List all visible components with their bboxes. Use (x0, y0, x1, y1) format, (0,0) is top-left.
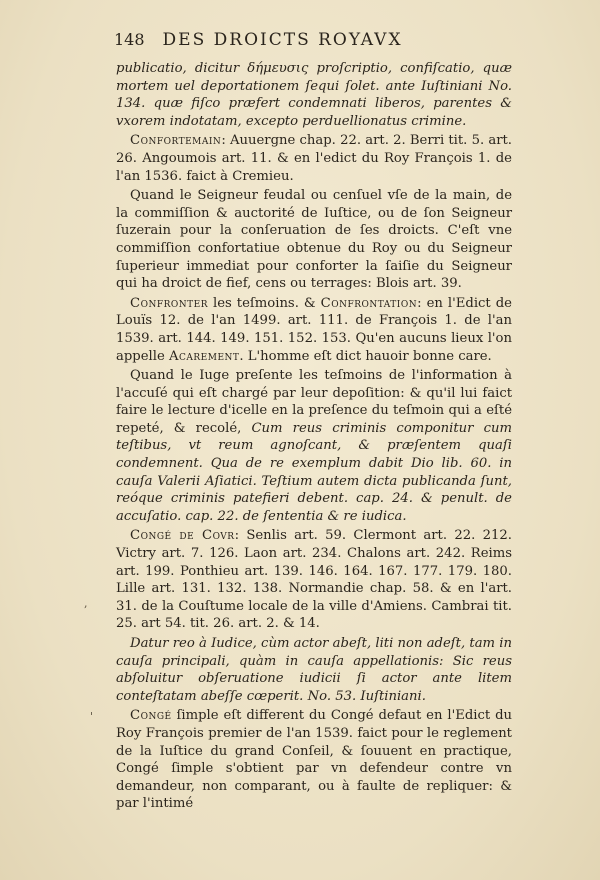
text-run: Cum reus criminis componitur cum teſtibus, vt reum agnoſcant, & præſentem quaſi condemnent. Qua de re exemplum dabit Dio lib. 60. in cauſa Valerii Aſiatici. Teſtium autem dicta publicanda ſunt, reóque criminis patefieri debent. cap. 24. & penult. de accuſatio. cap. 22. de ſententia & re iudica. (116, 420, 512, 524)
text-run: Confortemain (130, 133, 222, 149)
paragraph-p0 (116, 60, 512, 130)
text-run: publicatio, dicitur δήμευσις proſcriptio, confiſcatio, quæ mortem uel deportationem ſequi ſolet. ante Iuſtiniani No. 134. quæ fiſco præfert condemnati liberos, parentes & vxorem indotatam, excepto perduellionatus crimine. (116, 61, 512, 129)
text-run: Congé de Covr (130, 528, 235, 544)
margin-mark: , (84, 597, 88, 610)
paragraph-p1 (116, 132, 512, 185)
text-run: Congé (130, 708, 172, 724)
text-run: : en l'Edict de Louïs 12. de l'an 1499. art. 111. de François 1. de l'an 1539. art. 144. 149. 151. 152. 153. Qu'en aucuns lieux l'on appelle (116, 295, 512, 364)
paragraph-p2 (116, 187, 512, 293)
text-run: Datur reo à Iudice, cùm actor abeſt, liti non adeſt, tam in cauſa principali, quàm in cauſa appellationis: Sic reus abſoluitur obſeruatione iudicii ſi actor ante litem conteſtatam abeſſe cœperit. No. 53. Iuſtiniani. (116, 636, 512, 704)
text-run: Quand le Seigneur feudal ou cenſuel vſe de la main, de la commiſſion & auctorité de Iuſtice, ou de ſon Seigneur ſuzerain pour la conſeruation de ſes droicts. C'eſt vne commiſſion confortatiue obtenue du Roy ou du Seigneur ſuperieur immediat pour conforter la ſaiſie du Seigneur qui ha droict de fief, cens ou terrages: Blois art. 39. (116, 188, 512, 292)
paragraph-p7 (116, 707, 512, 813)
page-body (116, 60, 512, 813)
running-head (114, 30, 504, 50)
paragraph-p3 (116, 295, 512, 365)
paragraph-p4 (116, 367, 512, 525)
text-run: Acarement (168, 348, 240, 364)
text-run: les teſmoins. & (207, 295, 321, 311)
margin-mark: ' (90, 710, 94, 723)
text-run: . L'homme eſt dict hauoir bonne care. (239, 348, 492, 364)
text-run: Confronter (130, 295, 208, 311)
paragraph-p6 (116, 635, 512, 705)
paragraph-p5 (116, 527, 512, 633)
page-number: 148 (114, 30, 145, 49)
running-title: DES DROICTS ROYAVX (162, 30, 403, 50)
text-run: : Senlis art. 59. Clermont art. 22. 212. Victry art. 7. 126. Laon art. 234. Chalons art. 242. Reims art. 199. Ponthieu art. 139. 146. 164. 167. 177. 179. 180. Lille art. 131. 132. 138. Normandie chap. 58. & en l'art. 31. de la Couſtume locale de la ville d'Amiens. Cambrai tit. 25. art 54. tit. 26. art. 2. & 14. (116, 528, 512, 632)
text-run: Quand le Iuge preſente les teſmoins de l'information à l'accuſé qui eſt chargé par leur depoſition: & qu'il lui faict faire le lecture d'icelle en la preſence du teſmoin qui a eſté repeté, & recolé, (116, 368, 512, 436)
text-run: : Auuergne chap. 22. art. 2. Berri tit. 5. art. 26. Angoumois art. 11. & en l'edict du Roy François 1. de l'an 1536. faict à Cremieu. (116, 133, 512, 184)
text-run: Confrontation (320, 295, 418, 311)
text-run: ſimple eſt different du Congé defaut en l'Edict du Roy François premier de l'an 1539. faict pour le reglement de la Iuſtice du grand Conſeil, & ſouuent en practique, Congé ſimple s'obtient par vn defendeur contre vn demandeur, non comparant, ou à faulte de repliquer: & par l'intimé (116, 708, 512, 812)
